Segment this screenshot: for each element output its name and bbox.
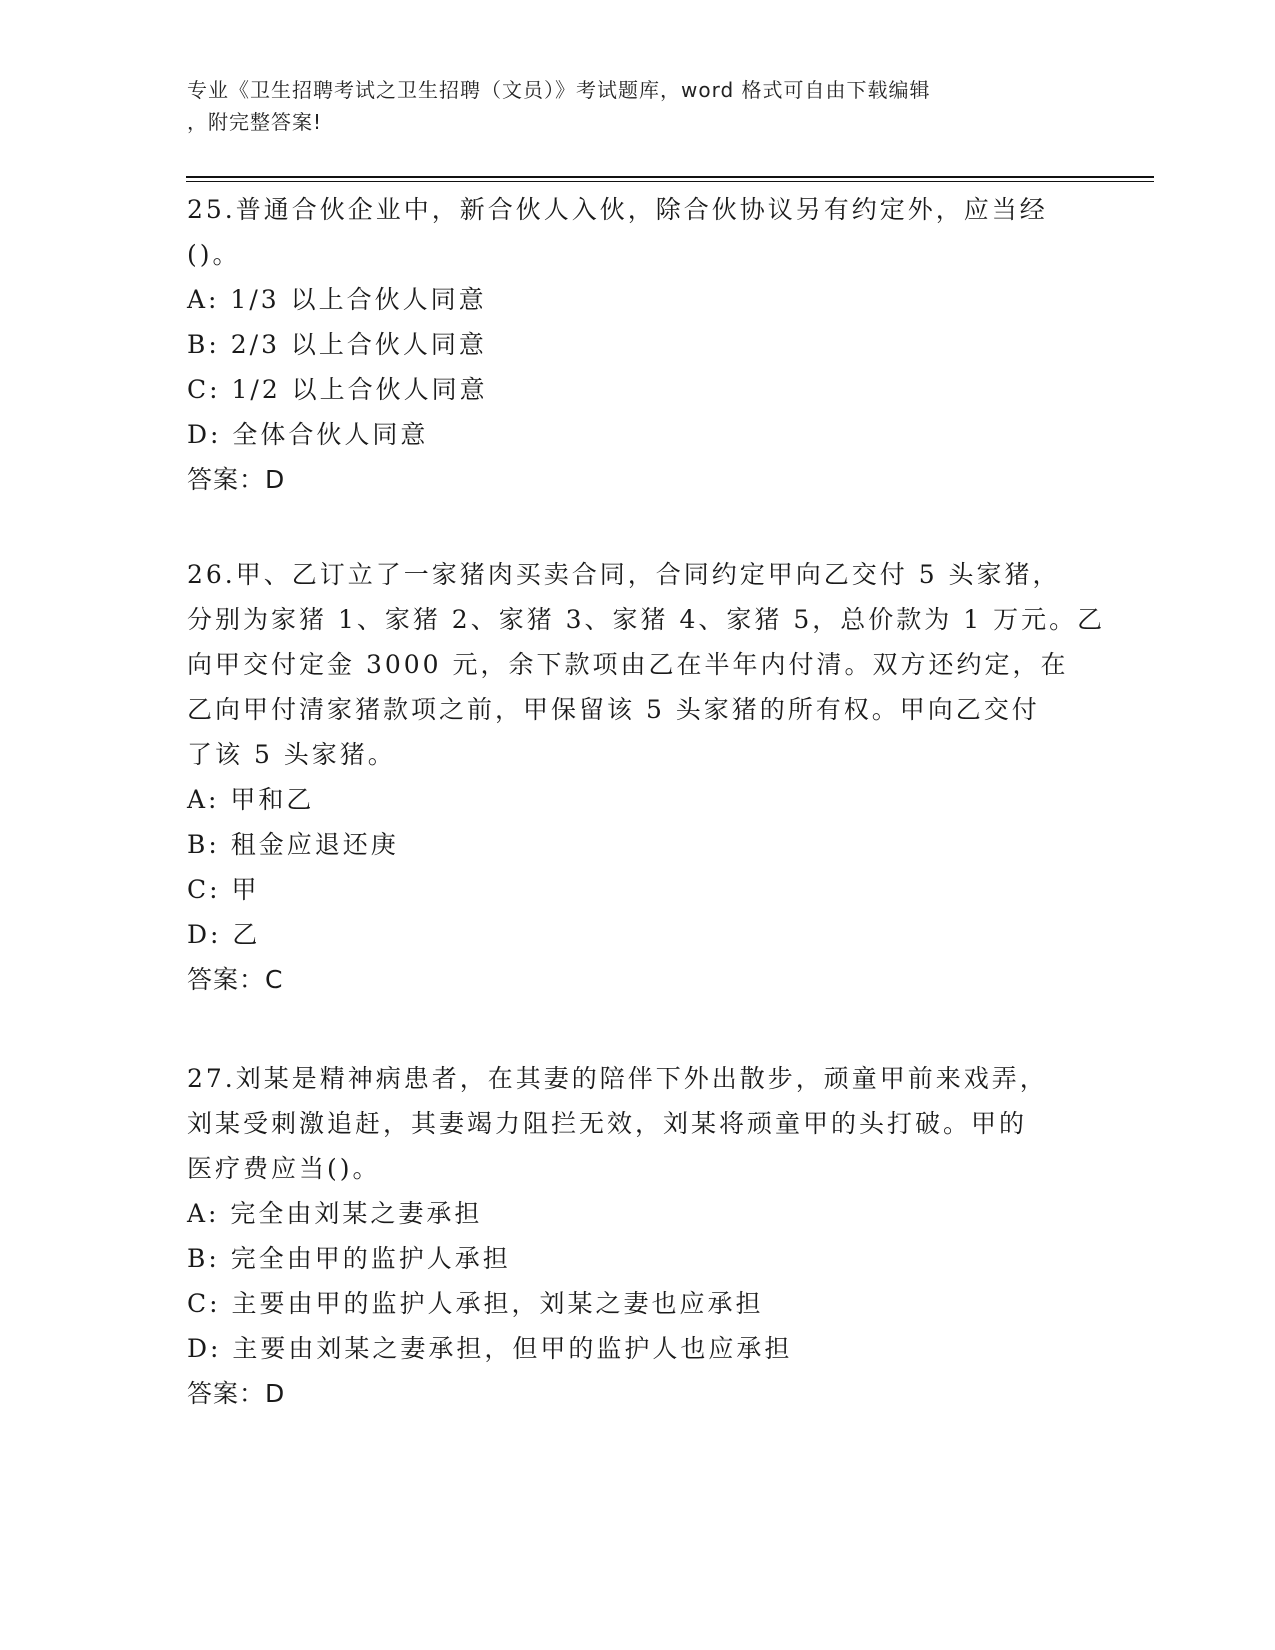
option-b: B: 2/3 以上合伙人同意 xyxy=(187,330,487,359)
option-b: B: 完全由甲的监护人承担 xyxy=(187,1244,511,1273)
question-stem-line: 26.甲、乙订立了一家猪肉买卖合同，合同约定甲向乙交付 5 头家猪， xyxy=(187,560,1061,589)
question-stem-line: 27.刘某是精神病患者，在其妻的陪伴下外出散步，顽童甲前来戏弄， xyxy=(187,1064,1048,1093)
question-stem-line: 25.普通合伙企业中，新合伙人入伙，除合伙协议另有约定外，应当经 xyxy=(187,195,1048,224)
question-stem-line: 向甲交付定金 3000 元，余下款项由乙在半年内付清。双方还约定，在 xyxy=(187,650,1069,679)
question-stem-line: 了该 5 头家猪。 xyxy=(187,740,396,769)
question-stem-line: 分别为家猪 1、家猪 2、家猪 3、家猪 4、家猪 5，总价款为 1 万元。乙 xyxy=(187,605,1106,634)
option-a: A: 甲和乙 xyxy=(187,785,315,814)
option-d: D: 主要由刘某之妻承担，但甲的监护人也应承担 xyxy=(187,1334,793,1363)
option-b: B: 租金应退还庚 xyxy=(187,830,399,859)
option-c: C: 主要由甲的监护人承担，刘某之妻也应承担 xyxy=(187,1289,764,1318)
option-c: C: 1/2 以上合伙人同意 xyxy=(187,375,488,404)
answer-line: 答案：D xyxy=(187,1379,286,1408)
option-a: A: 1/3 以上合伙人同意 xyxy=(187,285,487,314)
question-stem-line: 医疗费应当()。 xyxy=(187,1154,381,1183)
header-line-1: 专业《卫生招聘考试之卫生招聘（文员）》考试题库，word 格式可自由下载编辑 xyxy=(187,78,931,102)
question-25 xyxy=(187,187,1087,502)
page-header xyxy=(187,74,1067,138)
option-c: C: 甲 xyxy=(187,875,260,904)
question-stem-line: 刘某受刺激追赶，其妻竭力阻拦无效，刘某将顽童甲的头打破。甲的 xyxy=(187,1109,1028,1138)
option-a: A: 完全由刘某之妻承担 xyxy=(187,1199,483,1228)
question-26 xyxy=(187,552,1106,1002)
question-stem-line: 乙向甲付清家猪款项之前，甲保留该 5 头家猪的所有权。甲向乙交付 xyxy=(187,695,1040,724)
header-line-2: ，附完整答案! xyxy=(187,110,323,134)
header-divider-thin xyxy=(186,181,1154,182)
option-d: D: 乙 xyxy=(187,920,261,949)
option-d: D: 全体合伙人同意 xyxy=(187,420,429,449)
answer-line: 答案：C xyxy=(187,965,284,994)
question-stem-line: ()。 xyxy=(187,240,241,269)
question-27 xyxy=(187,1056,1087,1416)
header-divider-thick xyxy=(186,176,1154,178)
answer-line: 答案：D xyxy=(187,465,286,494)
